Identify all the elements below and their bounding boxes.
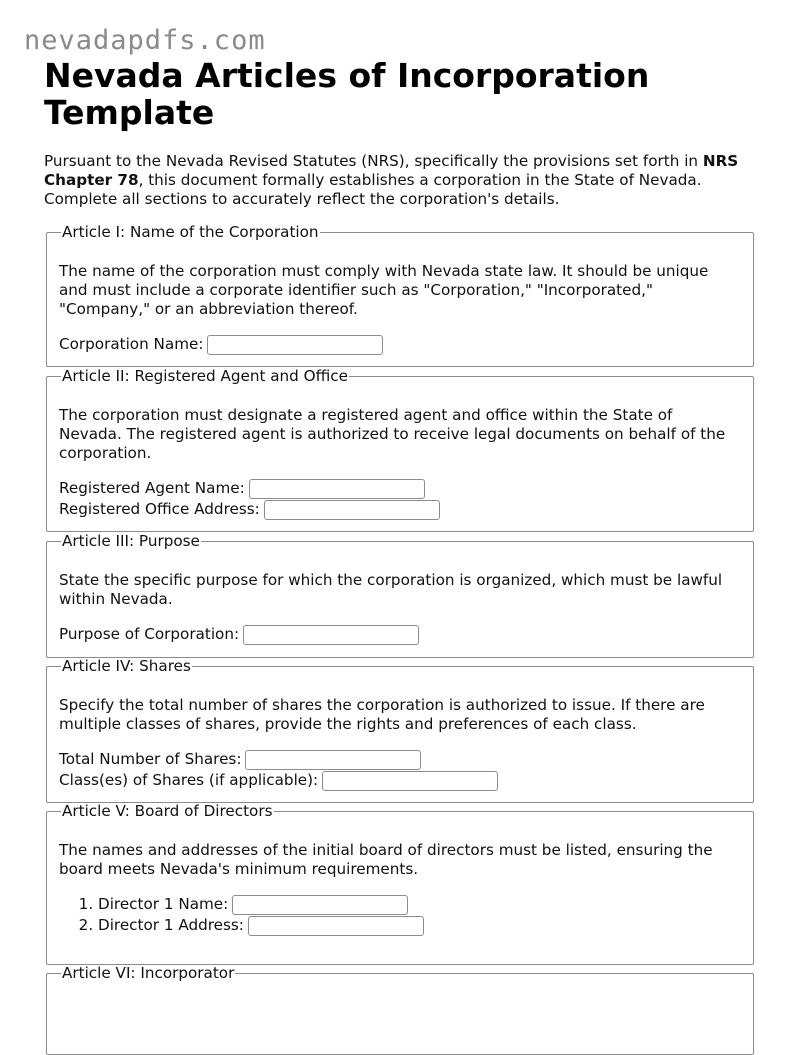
total-shares-row <box>59 749 753 770</box>
registered-office-address-input[interactable] <box>264 500 440 520</box>
page-title: Nevada Articles of Incorporation Template <box>44 56 650 132</box>
purpose-input[interactable] <box>243 625 419 645</box>
purpose-row <box>59 624 753 645</box>
intro-text-after: , this document formally establishes a corporation in the State of Nevada. Complete all sections to accurately reflect the corporation's details. <box>44 171 702 208</box>
article-6-section <box>46 965 754 1055</box>
article-5-legend: Article V: Board of Directors <box>62 802 273 820</box>
article-4-section <box>46 658 754 803</box>
article-1-description: The name of the corporation must comply with Nevada state law. It should be unique and must include a corporate identifier such as "Corporation," "Incorporated," "Company," or an abbreviation thereof. <box>59 262 709 318</box>
director-1-name-item <box>98 894 753 915</box>
corporation-name-label: Corporation Name: <box>59 335 204 353</box>
registered-agent-name-label: Registered Agent Name: <box>59 479 245 497</box>
registered-agent-name-input[interactable] <box>249 479 425 499</box>
director-1-address-input[interactable] <box>248 916 424 936</box>
corporation-name-row <box>59 334 753 355</box>
registered-agent-name-row <box>59 478 753 499</box>
intro-bold-reference: NRS Chapter 78 <box>44 152 739 189</box>
watermark: nevadapdfs.com <box>24 25 266 56</box>
director-1-name-label: 1. Director 1 Name: <box>98 895 229 913</box>
share-classes-input[interactable] <box>322 771 498 791</box>
director-list <box>59 894 753 936</box>
article-3-section <box>46 533 754 658</box>
article-3-fields <box>59 624 753 645</box>
article-6-legend: Article VI: Incorporator <box>62 964 235 982</box>
director-1-name-input[interactable] <box>232 895 408 915</box>
corporation-name-input[interactable] <box>207 335 383 355</box>
article-1-section <box>46 224 754 367</box>
article-4-fields <box>59 749 753 791</box>
article-5-description: The names and addresses of the initial board of directors must be listed, ensuring the board meets Nevada's minimum requirements. <box>59 841 713 878</box>
article-1-legend: Article I: Name of the Corporation <box>62 223 319 241</box>
purpose-label: Purpose of Corporation: <box>59 625 240 643</box>
article-2-description: The corporation must designate a registered agent and office within the State of Nevada. The registered agent is authorized to receive legal documents on behalf of the corporation. <box>59 406 726 462</box>
article-5-section <box>46 803 754 965</box>
director-1-name-row <box>98 894 753 915</box>
article-4-legend: Article IV: Shares <box>62 657 191 675</box>
registered-office-address-row <box>59 499 753 520</box>
article-2-legend: Article II: Registered Agent and Office <box>62 367 348 385</box>
article-4-description: Specify the total number of shares the corporation is authorized to issue. If there are multiple classes of shares, provide the rights and preferences of each class. <box>59 696 705 733</box>
total-shares-input[interactable] <box>245 750 421 770</box>
article-2-fields <box>59 478 753 520</box>
total-shares-label: Total Number of Shares: <box>59 750 242 768</box>
director-1-address-row <box>98 915 753 936</box>
article-3-legend: Article III: Purpose <box>62 532 200 550</box>
intro-paragraph <box>44 152 760 209</box>
director-1-address-label: 2. Director 1 Address: <box>98 916 244 934</box>
share-classes-label: Class(es) of Shares (if applicable): <box>59 771 319 789</box>
intro-text-before: Pursuant to the Nevada Revised Statutes (NRS), specifically the provisions set forth in <box>44 152 703 170</box>
article-2-section <box>46 368 754 532</box>
article-1-fields <box>59 334 753 355</box>
share-classes-row <box>59 770 753 791</box>
director-1-address-item <box>98 915 753 936</box>
article-3-description: State the specific purpose for which the corporation is organized, which must be lawful within Nevada. <box>59 571 723 608</box>
registered-office-address-label: Registered Office Address: <box>59 500 260 518</box>
